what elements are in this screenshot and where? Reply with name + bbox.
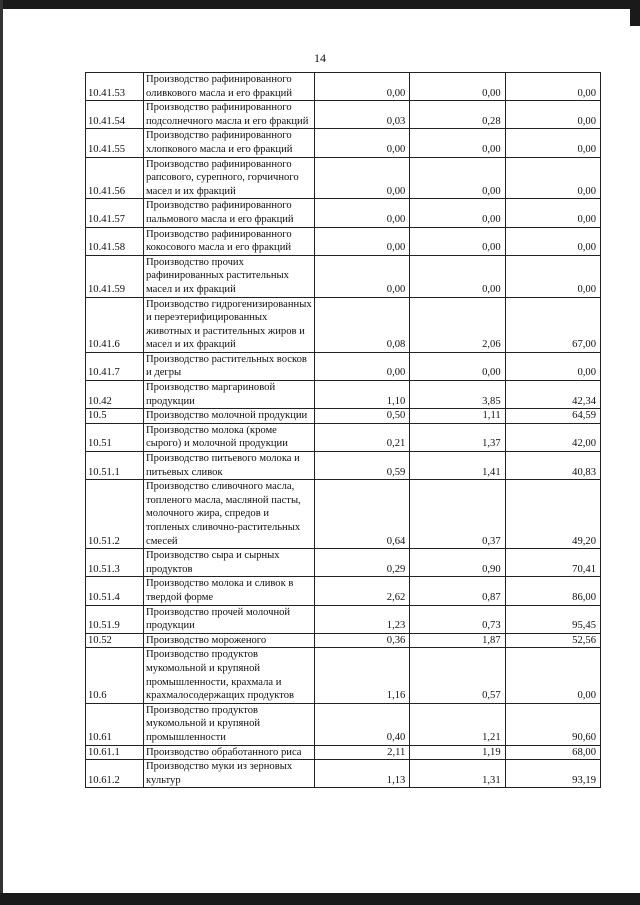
row-value-2: 0,73 — [410, 605, 505, 633]
row-code: 10.52 — [86, 633, 144, 648]
table-row — [86, 73, 601, 101]
row-code: 10.41.58 — [86, 227, 144, 255]
row-value-1: 0,00 — [315, 199, 410, 227]
row-value-1: 0,00 — [315, 129, 410, 157]
row-name: Производство рафинированного рапсового, сурепного, горчичного масел и их фракций — [144, 157, 315, 199]
row-code: 10.41.55 — [86, 129, 144, 157]
row-value-3: 0,00 — [505, 227, 600, 255]
row-name: Производство молочной продукции — [144, 409, 315, 424]
row-value-3: 68,00 — [505, 745, 600, 760]
row-value-3: 0,00 — [505, 648, 600, 703]
table-body — [86, 73, 601, 788]
row-value-1: 0,03 — [315, 101, 410, 129]
row-name: Производство продуктов мукомольной и крупяной промышленности — [144, 703, 315, 745]
scan-border-left — [0, 0, 3, 905]
row-name: Производство питьевого молока и питьевых сливок — [144, 452, 315, 480]
table-row — [86, 577, 601, 605]
row-value-2: 1,31 — [410, 760, 505, 788]
table-row — [86, 409, 601, 424]
row-value-1: 2,11 — [315, 745, 410, 760]
row-name: Производство маргариновой продукции — [144, 381, 315, 409]
table-row — [86, 452, 601, 480]
row-value-3: 42,34 — [505, 381, 600, 409]
row-value-3: 95,45 — [505, 605, 600, 633]
row-name: Производство рафинированного подсолнечного масла и его фракций — [144, 101, 315, 129]
row-code: 10.41.6 — [86, 297, 144, 352]
row-code: 10.6 — [86, 648, 144, 703]
row-value-1: 0,50 — [315, 409, 410, 424]
row-name: Производство рафинированного оливкового масла и его фракций — [144, 73, 315, 101]
row-value-1: 0,29 — [315, 549, 410, 577]
table-row — [86, 423, 601, 451]
row-value-3: 0,00 — [505, 73, 600, 101]
row-value-3: 0,00 — [505, 129, 600, 157]
row-value-1: 0,00 — [315, 352, 410, 380]
row-name: Производство рафинированного хлопкового масла и его фракций — [144, 129, 315, 157]
table-row — [86, 101, 601, 129]
row-code: 10.51.4 — [86, 577, 144, 605]
table-row — [86, 227, 601, 255]
row-value-2: 0,00 — [410, 352, 505, 380]
table-row — [86, 648, 601, 703]
row-value-1: 0,36 — [315, 633, 410, 648]
row-value-2: 1,41 — [410, 452, 505, 480]
row-name: Производство молока (кроме сырого) и молочной продукции — [144, 423, 315, 451]
table-row — [86, 480, 601, 549]
row-value-1: 0,21 — [315, 423, 410, 451]
row-name: Производство муки из зерновых культур — [144, 760, 315, 788]
scan-border-top — [0, 0, 640, 9]
row-value-1: 2,62 — [315, 577, 410, 605]
row-value-2: 1,19 — [410, 745, 505, 760]
row-value-3: 64,59 — [505, 409, 600, 424]
row-value-3: 93,19 — [505, 760, 600, 788]
row-value-2: 1,37 — [410, 423, 505, 451]
row-value-3: 40,83 — [505, 452, 600, 480]
row-name: Производство рафинированного кокосового масла и его фракций — [144, 227, 315, 255]
data-table — [85, 72, 601, 788]
row-value-1: 0,00 — [315, 73, 410, 101]
row-value-3: 67,00 — [505, 297, 600, 352]
row-value-2: 0,00 — [410, 157, 505, 199]
row-value-2: 0,00 — [410, 199, 505, 227]
row-name: Производство прочих рафинированных растительных масел и их фракций — [144, 255, 315, 297]
row-code: 10.51.2 — [86, 480, 144, 549]
row-name: Производство обработанного риса — [144, 745, 315, 760]
table-row — [86, 255, 601, 297]
table-row — [86, 703, 601, 745]
table-row — [86, 157, 601, 199]
row-value-1: 0,59 — [315, 452, 410, 480]
row-value-3: 0,00 — [505, 199, 600, 227]
row-code: 10.41.54 — [86, 101, 144, 129]
row-value-1: 0,08 — [315, 297, 410, 352]
row-code: 10.61.2 — [86, 760, 144, 788]
scan-border-bottom — [0, 893, 640, 905]
row-value-1: 0,00 — [315, 227, 410, 255]
row-name: Производство прочей молочной продукции — [144, 605, 315, 633]
row-value-2: 0,37 — [410, 480, 505, 549]
row-name: Производство рафинированного пальмового масла и его фракций — [144, 199, 315, 227]
row-code: 10.41.7 — [86, 352, 144, 380]
row-value-1: 0,00 — [315, 157, 410, 199]
row-value-2: 0,00 — [410, 129, 505, 157]
row-code: 10.5 — [86, 409, 144, 424]
row-value-2: 0,57 — [410, 648, 505, 703]
row-value-2: 0,00 — [410, 227, 505, 255]
page-number: 14 — [314, 51, 326, 65]
row-value-2: 0,00 — [410, 255, 505, 297]
table-row — [86, 605, 601, 633]
row-value-2: 0,90 — [410, 549, 505, 577]
row-value-2: 1,11 — [410, 409, 505, 424]
row-code: 10.41.59 — [86, 255, 144, 297]
row-code: 10.61 — [86, 703, 144, 745]
row-name: Производство сыра и сырных продуктов — [144, 549, 315, 577]
row-name: Производство гидрогенизированных и переэтерифицированных животных и растительных жиров и масел и их фракций — [144, 297, 315, 352]
row-value-1: 0,64 — [315, 480, 410, 549]
table-row — [86, 745, 601, 760]
row-value-3: 0,00 — [505, 101, 600, 129]
row-value-3: 70,41 — [505, 549, 600, 577]
row-name: Производство продуктов мукомольной и крупяной промышленности, крахмала и крахмалосодержащих продуктов — [144, 648, 315, 703]
table-row — [86, 760, 601, 788]
row-value-3: 0,00 — [505, 157, 600, 199]
row-code: 10.41.57 — [86, 199, 144, 227]
row-value-3: 42,00 — [505, 423, 600, 451]
row-value-2: 0,28 — [410, 101, 505, 129]
row-value-1: 1,13 — [315, 760, 410, 788]
row-value-3: 86,00 — [505, 577, 600, 605]
row-value-1: 1,16 — [315, 648, 410, 703]
table-row — [86, 297, 601, 352]
row-name: Производство мороженого — [144, 633, 315, 648]
row-value-3: 0,00 — [505, 255, 600, 297]
row-code: 10.42 — [86, 381, 144, 409]
row-code: 10.41.53 — [86, 73, 144, 101]
row-value-1: 1,23 — [315, 605, 410, 633]
table-row — [86, 633, 601, 648]
row-value-2: 0,87 — [410, 577, 505, 605]
row-value-1: 0,40 — [315, 703, 410, 745]
row-value-1: 0,00 — [315, 255, 410, 297]
table-row — [86, 352, 601, 380]
row-value-2: 1,21 — [410, 703, 505, 745]
row-name: Производство молока и сливок в твердой форме — [144, 577, 315, 605]
row-code: 10.41.56 — [86, 157, 144, 199]
row-value-2: 2,06 — [410, 297, 505, 352]
table-row — [86, 199, 601, 227]
table-row — [86, 381, 601, 409]
row-code: 10.51 — [86, 423, 144, 451]
row-value-1: 1,10 — [315, 381, 410, 409]
row-value-2: 3,85 — [410, 381, 505, 409]
row-value-3: 52,56 — [505, 633, 600, 648]
row-value-3: 49,20 — [505, 480, 600, 549]
row-code: 10.61.1 — [86, 745, 144, 760]
row-value-3: 0,00 — [505, 352, 600, 380]
row-code: 10.51.3 — [86, 549, 144, 577]
row-name: Производство растительных восков и дегры — [144, 352, 315, 380]
row-code: 10.51.9 — [86, 605, 144, 633]
row-value-2: 1,87 — [410, 633, 505, 648]
row-name: Производство сливочного масла, топленого масла, масляной пасты, молочного жира, спредов и топленых сливочно-растительных смесей — [144, 480, 315, 549]
row-value-2: 0,00 — [410, 73, 505, 101]
table-row — [86, 549, 601, 577]
row-value-3: 90,60 — [505, 703, 600, 745]
table-row — [86, 129, 601, 157]
row-code: 10.51.1 — [86, 452, 144, 480]
